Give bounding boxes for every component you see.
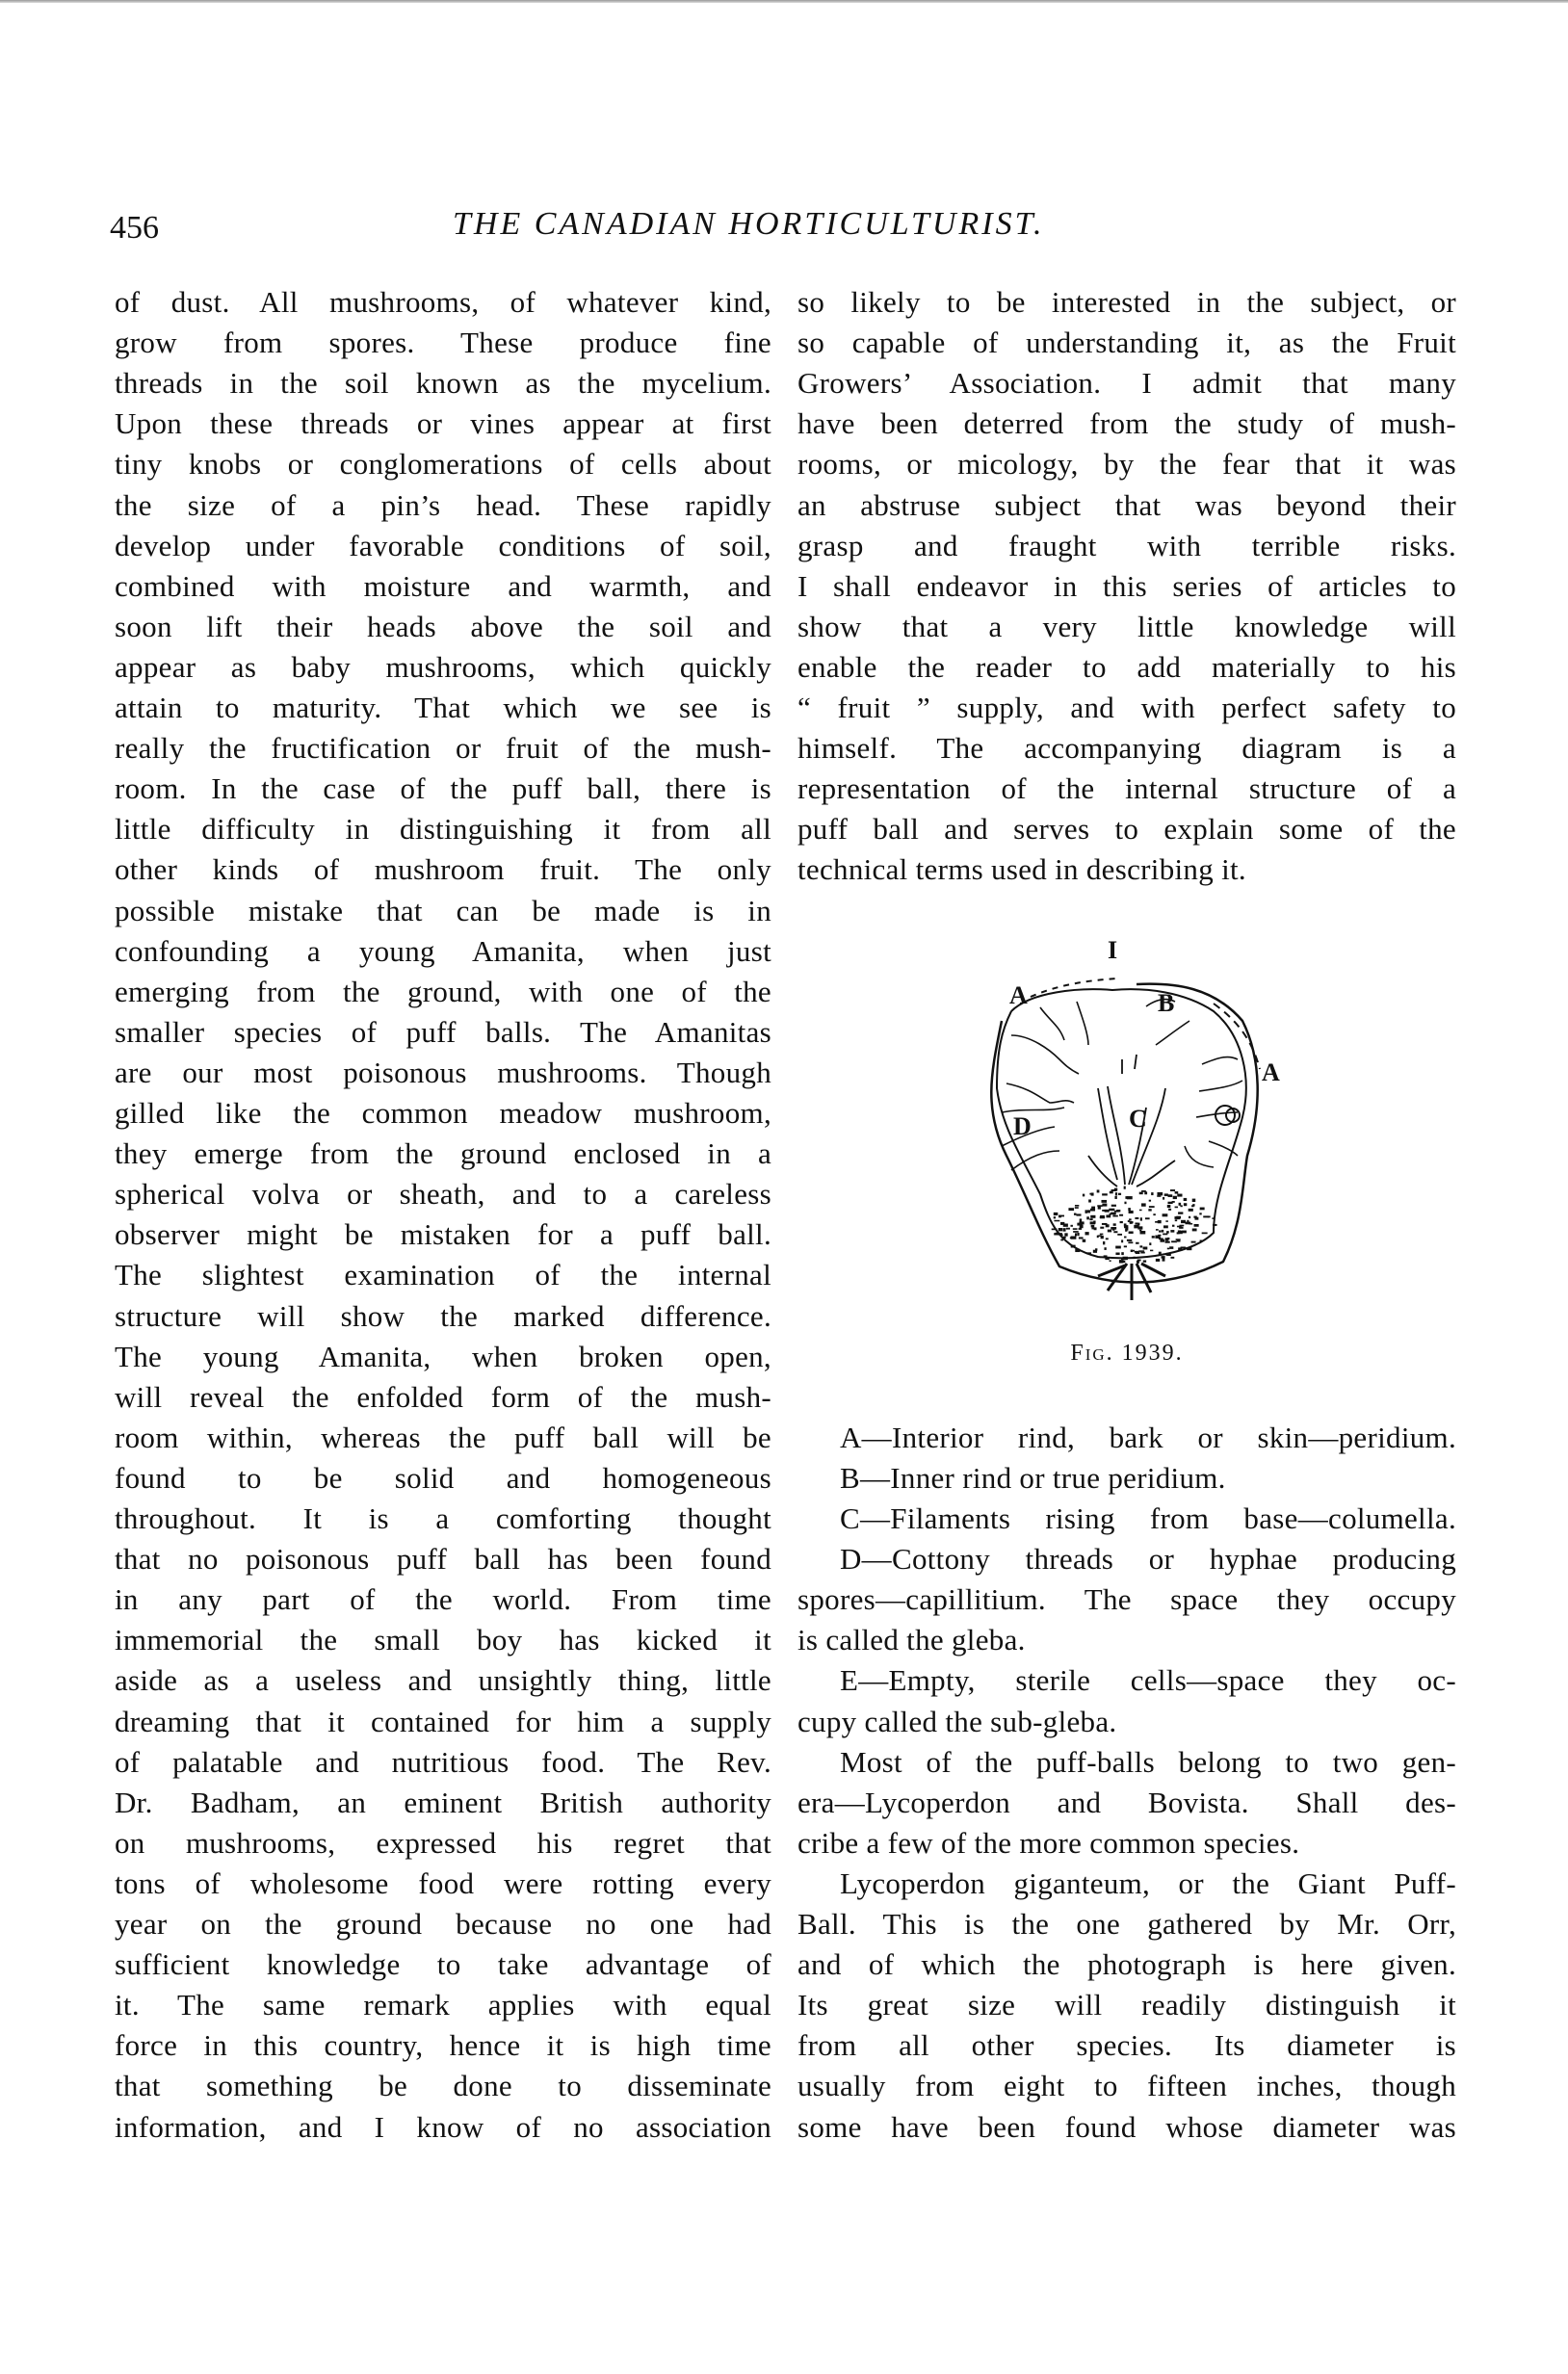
spore-dot (1119, 1214, 1123, 1216)
spore-dot (1115, 1246, 1121, 1249)
label-b: B (1158, 989, 1175, 1017)
spore-dot (1212, 1217, 1215, 1219)
spore-dot (1133, 1250, 1135, 1252)
text-line: force in this country, hence it is high time (115, 2028, 771, 2063)
spore-dot (1152, 1236, 1155, 1238)
spore-dot (1156, 1259, 1160, 1262)
spore-dot (1181, 1220, 1186, 1223)
page-number: 456 (110, 210, 159, 246)
spore-dot (1169, 1246, 1173, 1249)
text-line: information, and I know of no association (115, 2109, 771, 2144)
text-line: that no poisonous puff ball has been found (115, 1542, 771, 1577)
e-cell (1215, 1106, 1240, 1125)
spore-dot (1159, 1252, 1162, 1255)
spore-dot (1105, 1258, 1109, 1260)
spore-dot (1136, 1242, 1138, 1244)
spore-dot (1075, 1233, 1077, 1236)
text-line: it. The same remark applies with equal (115, 1988, 771, 2022)
spore-dot (1148, 1209, 1151, 1211)
spore-dot (1153, 1213, 1155, 1215)
text-line: aside as a useless and unsightly thing, little (115, 1663, 771, 1698)
spore-dot (1091, 1207, 1095, 1210)
text-line: Most of the puff-balls belong to two gen- (840, 1744, 1456, 1779)
spore-dot (1159, 1230, 1162, 1232)
spore-dot (1137, 1226, 1142, 1229)
spore-dot (1192, 1229, 1197, 1232)
spore-dot (1076, 1213, 1081, 1215)
text-line: observer might be mistaken for a puff ball. (115, 1217, 771, 1252)
spore-dot (1121, 1258, 1126, 1261)
text-line: era—Lycoperdon and Bovista. Shall des- (797, 1785, 1456, 1819)
text-line: himself. The accompanying diagram is a (797, 731, 1456, 766)
spore-dot (1156, 1229, 1159, 1231)
spore-dot (1113, 1231, 1117, 1233)
spore-dot (1073, 1228, 1078, 1230)
text-line: technical terms used in describing it. (797, 852, 1246, 887)
spore-dot (1124, 1223, 1127, 1226)
spore-dot (1103, 1241, 1105, 1244)
text-line: emerging from the ground, with one of the (115, 974, 771, 1008)
spore-dot (1177, 1194, 1182, 1197)
spore-dot (1175, 1219, 1177, 1221)
text-line: room within, whereas the puff ball will be (115, 1420, 771, 1454)
spore-dot (1113, 1223, 1116, 1225)
text-line: spores—capillitium. The space they occupy (797, 1582, 1456, 1617)
spore-dot (1162, 1230, 1163, 1233)
spore-dot (1106, 1238, 1109, 1239)
text-line: in any part of the world. From time (115, 1582, 771, 1617)
spore-dot (1139, 1210, 1142, 1212)
text-line: C—Filaments rising from base—columella. (840, 1501, 1456, 1535)
spore-dot (1145, 1217, 1150, 1219)
spore-dot (1199, 1213, 1201, 1214)
spore-dot (1108, 1230, 1111, 1233)
text-line: Ball. This is the one gathered by Mr. Orr, (797, 1907, 1456, 1941)
text-line: possible mistake that can be made is in (115, 893, 771, 927)
spore-dot (1157, 1195, 1161, 1197)
spore-dot (1163, 1234, 1167, 1236)
spore-dot (1054, 1220, 1059, 1222)
spore-dot (1104, 1247, 1106, 1250)
spore-dot (1165, 1241, 1170, 1243)
spore-dot (1130, 1221, 1134, 1223)
spore-dot (1121, 1252, 1124, 1255)
text-line: appear as baby mushrooms, which quickly (115, 649, 771, 684)
text-line: D—Cottony threads or hyphae producing (840, 1542, 1456, 1577)
spore-dot (1056, 1233, 1060, 1235)
spore-dot (1090, 1221, 1096, 1224)
text-line: representation of the internal structure of a (797, 771, 1456, 806)
spore-dot (1192, 1199, 1196, 1202)
spore-dot (1110, 1260, 1111, 1262)
spore-dot (1102, 1204, 1107, 1207)
spore-dot (1167, 1248, 1169, 1250)
spore-dot (1149, 1206, 1155, 1208)
spore-dot (1200, 1208, 1205, 1211)
spore-dot (1170, 1189, 1175, 1191)
text-line: that something be done to disseminate (115, 2069, 771, 2103)
text-line: B—Inner rind or true peridium. (840, 1460, 1226, 1495)
text-line: spherical volva or sheath, and to a careless (115, 1177, 771, 1212)
text-line: show that a very little knowledge will (797, 609, 1456, 643)
text-line: year on the ground because no one had (115, 1907, 771, 1941)
spore-dot (1127, 1196, 1133, 1199)
spore-dot (1194, 1224, 1199, 1227)
spore-dot (1163, 1213, 1168, 1216)
spore-dot (1131, 1250, 1133, 1252)
text-line: sufficient knowledge to take advantage of (115, 1947, 771, 1982)
text-line: puff ball and serves to explain some of the (797, 812, 1456, 847)
spore-dot (1089, 1218, 1092, 1220)
spore-dot (1140, 1217, 1142, 1220)
spore-dot (1129, 1218, 1132, 1220)
spore-dot (1121, 1239, 1123, 1242)
spore-dot (1182, 1231, 1187, 1234)
spore-dot (1100, 1227, 1104, 1229)
text-line: “ fruit ” supply, and with perfect safety to (797, 691, 1456, 724)
text-line: of dust. All mushrooms, of whatever kind, (115, 285, 771, 319)
text-line: E—Empty, sterile cells—space they oc- (840, 1663, 1456, 1698)
spore-dot (1140, 1252, 1144, 1254)
spore-dot (1167, 1202, 1172, 1204)
spore-dot (1109, 1209, 1114, 1211)
text-line: will reveal the enfolded form of the mush- (115, 1379, 771, 1414)
text-line: threads in the soil known as the mycelium. (115, 366, 771, 401)
spore-dot (1118, 1193, 1121, 1195)
spore-dot (1157, 1192, 1163, 1195)
text-line: Upon these threads or vines appear at first (115, 406, 771, 441)
spore-dot (1105, 1210, 1110, 1213)
text-line: found to be solid and homogeneous (115, 1460, 771, 1495)
spore-dot (1106, 1214, 1111, 1217)
label-a-left: A (1009, 981, 1028, 1009)
text-line: dreaming that it contained for him a supply (115, 1704, 771, 1738)
spore-dot (1173, 1196, 1177, 1199)
spore-dot (1060, 1239, 1063, 1240)
spore-dot (1059, 1235, 1063, 1237)
spore-dot (1184, 1203, 1187, 1206)
spore-dot (1086, 1252, 1091, 1254)
spore-dot (1124, 1245, 1127, 1247)
spore-dot (1091, 1225, 1095, 1228)
spore-dot (1141, 1203, 1146, 1206)
spore-dot (1129, 1231, 1134, 1233)
spore-dot (1097, 1205, 1102, 1207)
spore-dot (1087, 1210, 1090, 1213)
spore-dot (1074, 1213, 1076, 1215)
spore-dot (1189, 1216, 1190, 1218)
running-title: THE CANADIAN HORTICULTURIST. (453, 206, 1045, 242)
spore-dot (1052, 1228, 1058, 1230)
spore-dot (1077, 1233, 1079, 1236)
spore-dot (1178, 1212, 1183, 1213)
spore-dot (1176, 1216, 1181, 1219)
text-line: soon lift their heads above the soil and (115, 609, 771, 643)
spore-dot (1143, 1246, 1148, 1249)
spore-dot (1120, 1221, 1123, 1223)
spore-dot (1189, 1209, 1193, 1212)
spore-dot (1068, 1208, 1074, 1211)
spore-dot (1194, 1217, 1198, 1220)
spore-dot (1112, 1227, 1114, 1230)
spore-dot (1129, 1211, 1134, 1213)
subgleba-spore-mass (1052, 1187, 1217, 1264)
text-line: so likely to be interested in the subject, or (797, 285, 1456, 319)
text-line: A—Interior rind, bark or skin—peridium. (840, 1420, 1456, 1454)
spore-dot (1058, 1228, 1062, 1231)
spore-dot (1178, 1247, 1182, 1250)
spore-dot (1062, 1228, 1065, 1231)
spore-dot (1163, 1258, 1165, 1261)
spore-dot (1088, 1199, 1091, 1202)
text-line: structure will show the marked difference. (115, 1298, 771, 1333)
puffball-diagram (954, 915, 1300, 1300)
text-line: really the fructification or fruit of the mush- (115, 731, 771, 766)
spore-dot (1097, 1189, 1100, 1192)
spore-dot (1073, 1231, 1079, 1233)
spore-dot (1172, 1225, 1174, 1227)
spore-dot (1101, 1200, 1107, 1203)
spore-dot (1080, 1218, 1082, 1221)
spore-dot (1111, 1213, 1116, 1215)
spore-dot (1139, 1230, 1141, 1232)
spore-dot (1071, 1245, 1076, 1248)
text-line: Dr. Badham, an eminent British authority (115, 1785, 771, 1819)
spore-dot (1070, 1237, 1075, 1239)
spore-dot (1100, 1234, 1104, 1236)
spore-dot (1110, 1191, 1113, 1194)
spore-dot (1104, 1255, 1108, 1258)
spore-dot (1213, 1224, 1216, 1226)
text-line: they emerge from the ground enclosed in a (115, 1136, 771, 1171)
spore-dot (1175, 1191, 1179, 1194)
text-line: immemorial the small boy has kicked it (115, 1623, 771, 1657)
spore-dot (1178, 1230, 1181, 1233)
spore-dot (1054, 1216, 1056, 1218)
spore-dot (1171, 1240, 1177, 1242)
spore-dot (1124, 1237, 1126, 1239)
spore-dot (1114, 1196, 1116, 1199)
spore-dot (1080, 1238, 1083, 1239)
spore-dot (1080, 1225, 1084, 1228)
spore-dot (1079, 1228, 1083, 1230)
text-line: little difficulty in distinguishing it from all (115, 812, 771, 847)
text-line: Its great size will readily distinguish it (797, 1988, 1456, 2022)
text-line: from all other species. Its diameter is (797, 2028, 1456, 2063)
spore-dot (1151, 1192, 1153, 1195)
spore-dot (1093, 1250, 1097, 1253)
spore-dot (1128, 1241, 1133, 1243)
spore-dot (1086, 1216, 1089, 1219)
spore-dot (1098, 1235, 1102, 1237)
spore-dot (1102, 1193, 1108, 1195)
spore-dot (1094, 1228, 1097, 1230)
text-line: is called the gleba. (797, 1623, 1026, 1657)
spore-dot (1085, 1232, 1089, 1235)
text-line: and of which the photograph is here given. (797, 1947, 1456, 1982)
spore-dot (1054, 1213, 1058, 1215)
spore-dot (1165, 1220, 1167, 1222)
spore-dot (1170, 1257, 1174, 1259)
text-line: tiny knobs or conglomerations of cells about (115, 447, 771, 482)
text-line: enable the reader to add materially to his (797, 649, 1456, 684)
text-line: smaller species of puff balls. The Amanitas (115, 1014, 771, 1049)
spore-dot (1075, 1207, 1079, 1209)
spore-dot (1184, 1198, 1188, 1201)
spore-dot (1149, 1242, 1151, 1245)
figure-caption: Fig. 1939. (1070, 1341, 1184, 1366)
spore-dot (1158, 1220, 1162, 1223)
spore-dot (1179, 1226, 1182, 1229)
spore-dot (1167, 1205, 1171, 1208)
spore-dot (1160, 1239, 1164, 1242)
spore-dot (1083, 1194, 1085, 1197)
spore-dot (1200, 1239, 1202, 1241)
spore-dot (1143, 1260, 1146, 1262)
spore-dot (1139, 1245, 1142, 1247)
text-line: develop under favorable conditions of soil, (115, 528, 771, 562)
spore-dot (1161, 1256, 1164, 1259)
spore-dot (1114, 1211, 1119, 1213)
spore-dot (1137, 1261, 1139, 1264)
text-line: grow from spores. These produce fine (115, 326, 771, 360)
spore-dot (1208, 1215, 1211, 1217)
spore-dot (1100, 1215, 1105, 1218)
text-line: The young Amanita, when broken open, (115, 1339, 771, 1373)
text-line: Growers’ Association. I admit that many (797, 366, 1456, 401)
spore-dot (1179, 1203, 1182, 1206)
spore-dot (1111, 1205, 1116, 1207)
text-line: room. In the case of the puff ball, there is (115, 771, 771, 806)
spore-dot (1124, 1187, 1126, 1189)
text-line: rooms, or micology, by the fear that it was (797, 447, 1456, 482)
text-line: the size of a pin’s head. These rapidly (115, 487, 771, 522)
label-a-right: A (1262, 1058, 1280, 1086)
spore-dot (1089, 1193, 1092, 1195)
spore-dot (1114, 1215, 1118, 1217)
text-line: on mushrooms, expressed his regret that (115, 1825, 771, 1860)
spore-dot (1163, 1197, 1164, 1200)
spore-dot (1090, 1215, 1095, 1218)
text-line: an abstruse subject that was beyond their (797, 487, 1456, 522)
spore-dot (1166, 1253, 1171, 1256)
label-c: C (1129, 1105, 1147, 1133)
text-line: of palatable and nutritious food. The Rev. (115, 1744, 771, 1779)
text-line: tons of wholesome food were rotting every (115, 1865, 771, 1900)
text-line: The slightest examination of the internal (115, 1258, 771, 1292)
spore-dot (1115, 1253, 1119, 1255)
spore-dot (1083, 1239, 1085, 1242)
spore-dot (1079, 1221, 1084, 1224)
spore-dot (1140, 1231, 1146, 1234)
text-line: so capable of understanding it, as the Fruit (797, 326, 1456, 360)
spore-dot (1066, 1228, 1070, 1230)
spore-dot (1062, 1237, 1066, 1239)
spore-dot (1141, 1190, 1146, 1192)
text-line: Lycoperdon giganteum, or the Giant Puff- (840, 1865, 1456, 1900)
spore-dot (1121, 1261, 1125, 1263)
text-line: attain to maturity. That which we see is (115, 691, 771, 724)
spore-dot (1191, 1205, 1194, 1207)
text-line: other kinds of mushroom fruit. The only (115, 852, 771, 887)
spore-dot (1117, 1234, 1122, 1236)
spore-dot (1163, 1225, 1168, 1228)
text-line: confounding a young Amanita, when just (115, 933, 771, 968)
text-line: throughout. It is a comforting thought (115, 1501, 771, 1535)
spore-dot (1075, 1205, 1079, 1207)
text-line: have been deterred from the study of mush- (797, 406, 1456, 441)
spore-dot (1115, 1192, 1117, 1195)
spore-dot (1168, 1209, 1171, 1211)
spore-dot (1170, 1230, 1174, 1233)
spore-dot (1187, 1220, 1189, 1223)
text-line: cupy called the sub-gleba. (797, 1704, 1117, 1738)
text-line: cribe a few of the more common species. (797, 1825, 1300, 1860)
spore-dot (1165, 1238, 1169, 1240)
spore-dot (1060, 1222, 1064, 1225)
spore-dot (1133, 1257, 1135, 1259)
spore-dot (1127, 1239, 1132, 1241)
text-line: gilled like the common meadow mushroom, (115, 1096, 771, 1130)
spore-dot (1128, 1208, 1131, 1211)
spore-dot (1110, 1213, 1111, 1215)
spore-dot (1138, 1250, 1144, 1252)
spore-dot (1139, 1192, 1143, 1195)
spore-dot (1058, 1215, 1061, 1218)
text-line: are our most poisonous mushrooms. Though (115, 1055, 771, 1089)
text-line: grasp and fraught with terrible risks. (797, 528, 1456, 562)
text-line: usually from eight to fifteen inches, though (797, 2069, 1456, 2103)
label-d: D (1013, 1112, 1032, 1140)
spore-dot (1106, 1224, 1110, 1227)
spore-dot (1176, 1239, 1181, 1240)
spore-dot (1187, 1247, 1191, 1250)
spore-dot (1085, 1210, 1087, 1213)
text-line: combined with moisture and warmth, and (115, 568, 771, 603)
spore-dot (1149, 1200, 1151, 1202)
spore-dot (1135, 1217, 1138, 1219)
text-line: some have been found whose diameter was (797, 2109, 1456, 2144)
spore-dot (1150, 1250, 1153, 1252)
spore-dot (1111, 1189, 1117, 1191)
spore-dot (1191, 1241, 1196, 1243)
spore-dot (1112, 1214, 1114, 1216)
spore-dot (1124, 1202, 1126, 1204)
label-i: I (1108, 936, 1118, 964)
spore-dot (1202, 1233, 1208, 1235)
spore-dot (1070, 1225, 1072, 1227)
spore-dot (1064, 1233, 1067, 1236)
spore-dot (1166, 1231, 1169, 1234)
text-line: I shall endeavor in this series of articles to (797, 568, 1456, 603)
page-top-rule (0, 0, 1568, 3)
spore-dot (1075, 1249, 1080, 1252)
spore-dot (1164, 1193, 1168, 1196)
spore-dot (1167, 1194, 1172, 1197)
spore-dot (1175, 1207, 1178, 1209)
spore-dot (1155, 1236, 1160, 1239)
spore-dot (1137, 1223, 1139, 1226)
